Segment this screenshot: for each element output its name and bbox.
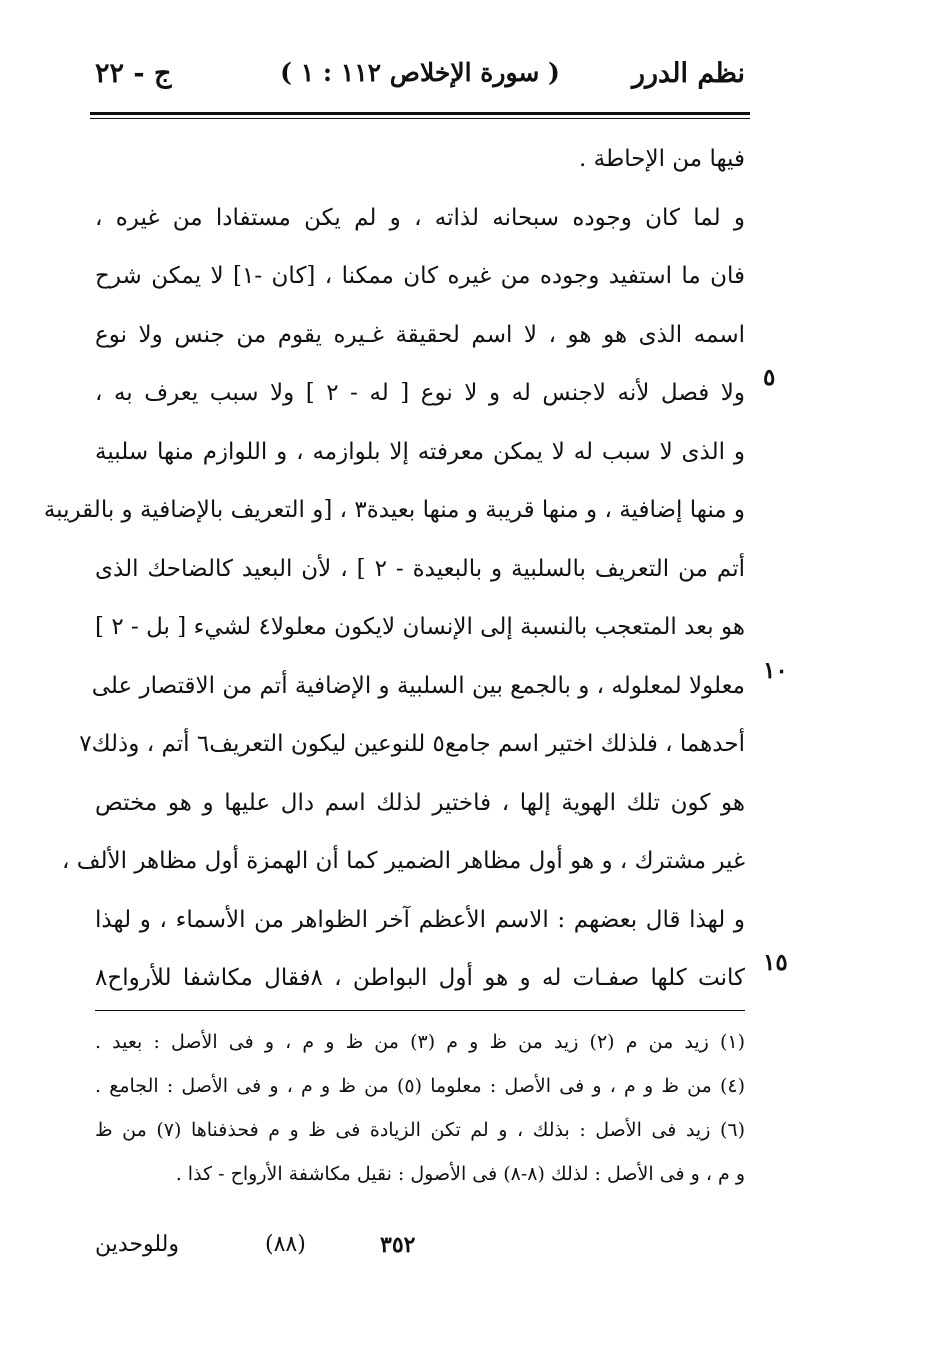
header-rule-thick <box>90 112 750 115</box>
line-number: ١٥ <box>763 949 788 976</box>
page-footer <box>95 1232 515 1272</box>
page-number: ٣٥٢ <box>380 1232 416 1258</box>
volume-number: ج - ٢٢ <box>95 58 172 89</box>
main-text <box>43 130 788 1008</box>
footnote-line: (٦) زيد فى الأصل : بذلك ، و لم تكن الزيادة فى ظ و م فحذفناها (٧) من ظ <box>95 1119 745 1141</box>
footnotes <box>95 1020 745 1196</box>
sheet-number: (٨٨) <box>265 1232 306 1257</box>
header-rule-thin <box>90 118 750 119</box>
surah-reference: ( سورة الإخلاص ١١٢ : ١ ) <box>280 58 560 87</box>
line-number: ١٠ <box>763 656 788 684</box>
text-line: و لهذا قال بعضهم : الاسم الأعظم آخر الظواهر من الأسماء ، و لهذا <box>95 906 745 933</box>
text-line: هو كون تلك الهوية إلها ، فاختير لذلك اسم دال عليها و هو مختص <box>95 789 745 816</box>
text-line: فان ما استفيد وجوده من غيره كان ممكنا ، [كان -١] لا يمكن شرح <box>95 263 746 289</box>
text-line: و لما كان وجوده سبحانه لذاته ، و لم يكن مستفادا من غيره ، <box>95 204 745 231</box>
line-number: ٥ <box>763 364 776 391</box>
text-line: فيها من الإحاطة . <box>579 146 745 172</box>
text-line: أحدهما ، فلذلك اختير اسم جامع٥ للنوعين ليكون التعريف٦ أتم ، وذلك٧ <box>79 731 745 757</box>
text-line: أتم من التعريف بالسلبية و بالبعيدة - ٢ ] ، لأن البعيد كالضاحك الذى <box>95 555 745 582</box>
text-line: و منها إضافية ، و منها قريبة و منها بعيدة٣ ، [و التعريف بالإضافية و بالقريبة <box>43 497 745 523</box>
running-header <box>95 58 745 102</box>
text-line: اسمه الذى هو هو ، لا اسم لحقيقة غـيره يقوم من جنس ولا نوع <box>95 321 745 348</box>
text-line: غير مشترك ، و هو أول مظاهر الضمير كما أن الهمزة أول مظاهر الألف ، <box>61 848 745 874</box>
text-line: كانت كلها صفـات له و هو أول البواطن ، ٨فقال مكاشفا للأرواح٨ <box>95 965 745 991</box>
text-line: هو بعد المتعجب بالنسبة إلى الإنسان لايكون معلولا٤ لشيء [ بل - ٢ ] <box>95 614 745 640</box>
text-line: و الذى لا سبب له لا يمكن معرفته إلا بلوازمه ، و اللوازم منها سلبية <box>95 438 745 465</box>
text-line: معلولا لمعلوله ، و بالجمع بين السلبية و الإضافية أتم من الاقتصار على <box>91 672 745 699</box>
book-title: نظم الدرر <box>631 58 745 89</box>
footnote-line: و م ، و فى الأصل : لذلك (٨-٨) فى الأصول : نقيل مكاشفة الأرواح - كذا . <box>175 1163 745 1185</box>
text-line: ولا فصل لأنه لاجنس له و لا نوع [ له - ٢ ] ولا سبب يعرف به ، <box>95 380 746 406</box>
footnote-rule <box>95 1010 745 1011</box>
footnote-line: (٤) من ظ و م ، و فى الأصل : معلوما (٥) من ظ و م ، و فى الأصل : الجامع . <box>95 1075 746 1097</box>
footnote-line: (١) زيد من م (٢) زيد من ظ و م (٣) من ظ و م ، و فى الأصل : بعيد . <box>95 1031 745 1053</box>
catchword: وللوحدين <box>95 1232 179 1257</box>
